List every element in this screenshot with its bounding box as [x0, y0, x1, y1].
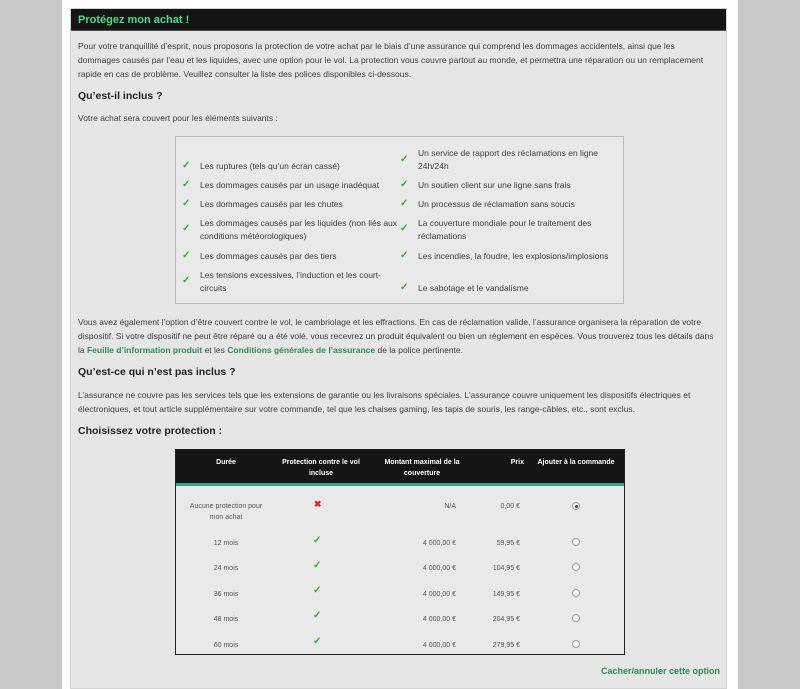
- price-cell: 279,95 €: [492, 642, 520, 649]
- duration-cell: 48 mois: [213, 616, 239, 623]
- check-icon: ✓: [182, 179, 191, 190]
- protection-radio[interactable]: [572, 563, 580, 571]
- price-cell: 59,95 €: [496, 540, 520, 547]
- column-header-add: Ajouter à la commande: [537, 459, 615, 466]
- choose-heading: Choisissez votre protection :: [78, 425, 223, 437]
- terms-link[interactable]: Conditions générales de l’assurance: [227, 345, 376, 355]
- duration-cell: 36 mois: [213, 591, 239, 598]
- check-icon: ✓: [182, 198, 191, 209]
- max-cell: 4 000,00 €: [422, 540, 456, 547]
- cross-icon: ✖: [314, 499, 322, 509]
- column-header-price: Prix: [510, 459, 524, 466]
- included-item: Les dommages causés par des tiers: [200, 251, 337, 261]
- check-icon: ✓: [313, 535, 322, 546]
- duration-cell: 60 mois: [213, 642, 239, 649]
- protection-table: [175, 449, 625, 655]
- box-header: [71, 9, 726, 31]
- included-list: [175, 136, 624, 304]
- protection-box: [70, 8, 727, 689]
- intro-text: Pour votre tranquillité d’esprit, nous proposons la protection de votre achat par le biais d’une assurance qui comprend les dommages accidentels, ainsi que les dommages causés par l’eau et les liquides, avec une option pour le vol. La protection vous couvre partout au monde, et permettra une réparation ou un remplacement rapide en cas de problème. Veuillez consulter la liste des polices disponibles ci-dessous.: [78, 41, 704, 79]
- check-icon: ✓: [400, 154, 409, 165]
- excluded-text: L’assurance ne couvre pas les services tels que les extensions de garantie ou les livraisons spéciales. L’assurance couvre uniquement les dispositifs électriques et électroniques, et tout article supplémentaire sur votre commande, tel que les chaises gaming, les tapis de souris, les range-câbles, etc., sont exclus.: [78, 390, 691, 414]
- included-item: Les tensions excessives, l’induction et les court-circuits: [200, 270, 381, 293]
- protection-radio[interactable]: [572, 614, 580, 622]
- price-cell: 149,95 €: [492, 591, 520, 598]
- included-item: Un processus de réclamation sans soucis: [418, 199, 575, 209]
- check-icon: ✓: [182, 223, 191, 234]
- included-item: Le sabotage et le vandalisme: [418, 283, 529, 293]
- check-icon: ✓: [400, 198, 409, 209]
- check-icon: ✓: [400, 250, 409, 261]
- price-cell: 0,00 €: [500, 503, 520, 510]
- theft-text-and: et les: [202, 345, 228, 355]
- theft-text-part: Vous avez également l’option d’être couvert contre le vol, le cambriolage et les effractions. En cas de réclamation valide, l’assurance organisera la réparation de votre dispositif. Si votre dispositif ne peut être réparé ou a été volé, vous recevrez un produit équivalent ou bien un règlement en espèces. Vous trouverez tous les détails dans la: [78, 317, 714, 355]
- duration-cell: Aucune protection pour mon achat: [189, 503, 263, 521]
- included-item: Les dommages causés par les chutes: [200, 199, 343, 209]
- max-cell: N/A: [444, 503, 456, 510]
- check-icon: ✓: [313, 560, 322, 571]
- max-cell: 4 000,00 €: [422, 591, 456, 598]
- column-header-max: Montant maximal de la couverture: [384, 459, 460, 477]
- check-icon: ✓: [400, 282, 409, 293]
- check-icon: ✓: [182, 275, 191, 286]
- column-header-theft: Protection contre le vol incluse: [282, 459, 360, 477]
- included-item: Un service de rapport des réclamations en ligne 24h/24h: [418, 148, 599, 171]
- theft-text: [78, 315, 718, 357]
- max-cell: 4 000,00 €: [422, 616, 456, 623]
- included-lead: Votre achat sera couvert pour les éléments suivants :: [78, 113, 278, 123]
- check-icon: ✓: [313, 610, 322, 621]
- product-info-link[interactable]: Feuille d’information produit: [86, 345, 203, 355]
- included-item: Les ruptures (tels qu’un écran cassé): [200, 161, 340, 171]
- hide-option-link[interactable]: Cacher/annuler cette option: [601, 666, 721, 676]
- protection-radio[interactable]: [572, 589, 580, 597]
- included-item: Les dommages causés par les liquides (non liés aux conditions météorologiques): [200, 218, 398, 241]
- box-title: Protégez mon achat !: [78, 14, 190, 26]
- check-icon: ✓: [400, 223, 409, 234]
- theft-text-end: de la police pertinente.: [375, 345, 464, 355]
- protection-radio[interactable]: [572, 538, 580, 546]
- protection-radio[interactable]: [572, 502, 580, 510]
- check-icon: ✓: [400, 179, 409, 190]
- duration-cell: 12 mois: [213, 540, 239, 547]
- check-icon: ✓: [182, 250, 191, 261]
- check-icon: ✓: [313, 585, 322, 596]
- price-cell: 104,95 €: [492, 565, 520, 572]
- max-cell: 4 000,00 €: [422, 565, 456, 572]
- table-header: [176, 450, 624, 486]
- check-icon: ✓: [313, 636, 322, 647]
- max-cell: 4 000,00 €: [422, 642, 456, 649]
- price-cell: 204,95 €: [492, 616, 520, 623]
- included-item: Un soutien client sur une ligne sans frais: [418, 180, 571, 190]
- included-heading: Qu’est-il inclus ?: [78, 90, 163, 102]
- included-item: La couverture mondiale pour le traitement des réclamations: [418, 218, 592, 241]
- included-item: Les incendies, la foudre, les explosions/implosions: [418, 251, 609, 261]
- protection-radio[interactable]: [572, 640, 580, 648]
- excluded-heading: Qu’est-ce qui n’est pas inclus ?: [78, 366, 236, 378]
- included-item: Les dommages causés par un usage inadéquat: [200, 180, 380, 190]
- check-icon: ✓: [182, 160, 191, 171]
- column-header-duration: Durée: [216, 459, 236, 466]
- duration-cell: 24 mois: [213, 565, 239, 572]
